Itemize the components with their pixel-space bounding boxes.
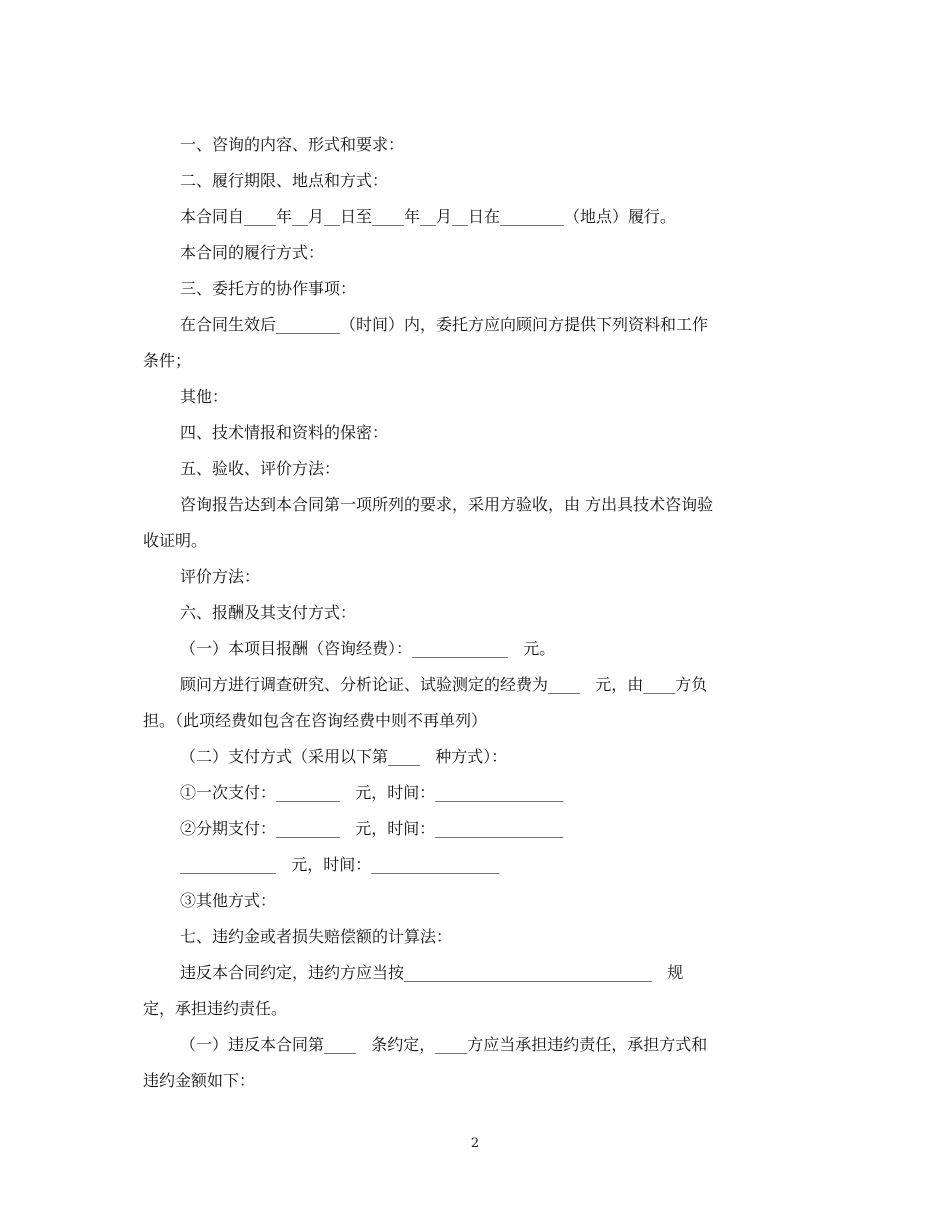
text-line: 收证明。 <box>143 531 208 550</box>
text-line: 其他： <box>180 387 229 406</box>
text-line: （一）本项目报酬（咨询经费）：____________ 元。 <box>180 639 556 658</box>
text-line: （二）支付方式（采用以下第____ 种方式）： <box>180 747 508 766</box>
text-line: 六、报酬及其支付方式： <box>180 603 357 622</box>
text-line: （一）违反本合同第____ 条约定，____方应当承担违约责任，承担方式和 <box>180 1035 708 1054</box>
document-body <box>143 127 803 1099</box>
text-line: 评价方法： <box>180 567 261 586</box>
text-line: 担。（此项经费如包含在咨询经费中则不再单列） <box>143 711 488 730</box>
text-line: 七、违约金或者损失赔偿额的计算法： <box>180 927 453 946</box>
text-line: 违反本合同约定，违约方应当按_______________________________ 规 <box>180 963 684 982</box>
text-line: 顾问方进行调查研究、分析论证、试验测定的经费为____ 元，由____方负 <box>180 675 708 694</box>
text-line: 二、履行期限、地点和方式： <box>180 171 389 190</box>
text-line: 四、技术情报和资料的保密： <box>180 423 389 442</box>
text-line: 违约金额如下： <box>143 1071 256 1090</box>
text-line: 三、委托方的协作事项： <box>180 279 357 298</box>
text-line: 本合同自____年__月__日至____年__月__日在________（地点）履行。 <box>180 207 677 226</box>
text-line: 本合同的履行方式： <box>180 243 325 262</box>
text-line: 在合同生效后________（时间）内，委托方应向顾问方提供下列资料和工作 <box>180 315 709 334</box>
text-line: ____________ 元，时间：________________ <box>180 855 500 874</box>
text-line: ②分期支付：________ 元，时间：________________ <box>180 819 564 838</box>
text-line: ③其他方式： <box>180 891 277 910</box>
text-line: ①一次支付：________ 元，时间：________________ <box>180 783 564 802</box>
text-line: 五、验收、评价方法： <box>180 459 341 478</box>
text-line: 定，承担违约责任。 <box>143 999 288 1018</box>
text-line: 咨询报告达到本合同第一项所列的要求，采用方验收，由 方出具技术咨询验 <box>180 495 714 514</box>
text-line: 一、咨询的内容、形式和要求： <box>180 135 405 154</box>
page-number: 2 <box>470 1136 480 1151</box>
text-line: 条件； <box>143 351 192 370</box>
